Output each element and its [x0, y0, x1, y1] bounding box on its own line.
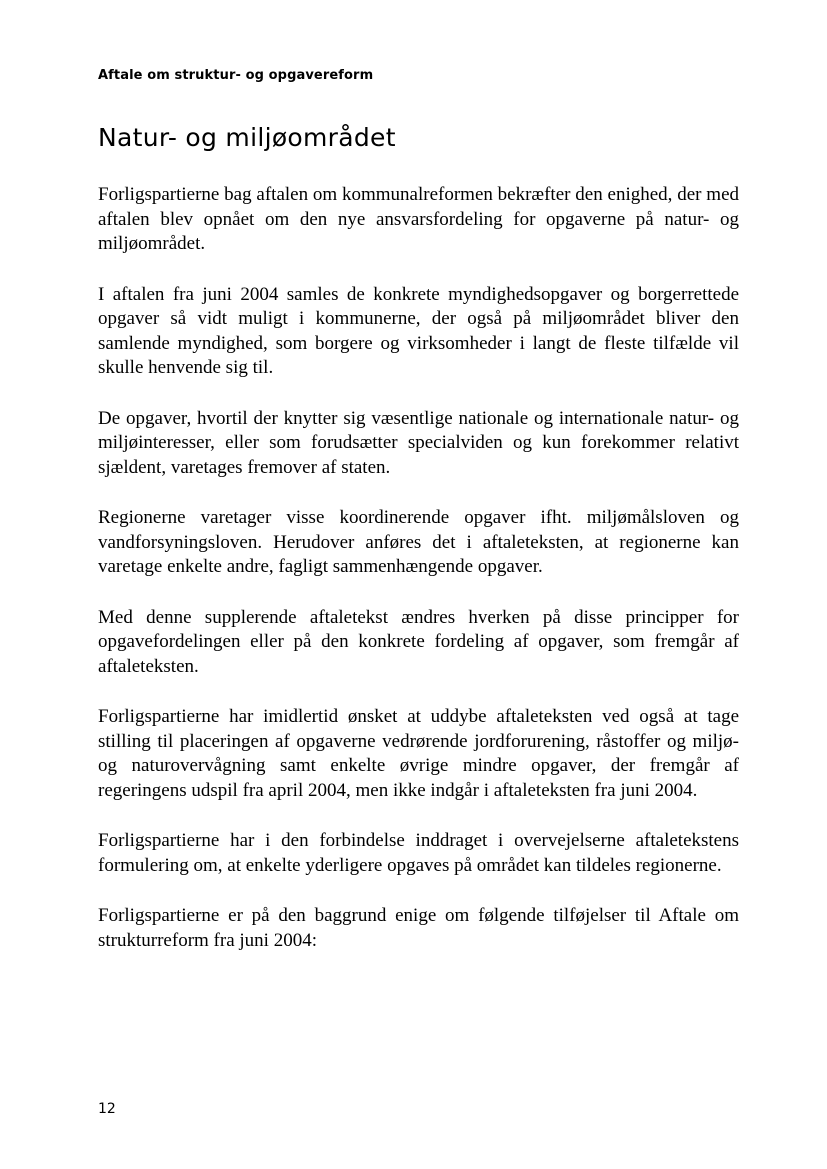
paragraph: Forligspartierne bag aftalen om kommunalreformen bekræfter den enighed, der med aftalen blev opnået om den nye ansvarsfordeling for opgaverne på natur- og miljøområdet. — [98, 184, 739, 254]
paragraph: Forligspartierne har i den forbindelse inddraget i overvejelserne aftaletekstens formulering om, at enkelte yderligere opgaves på området kan tildeles regionerne. — [98, 830, 739, 876]
paragraph: I aftalen fra juni 2004 samles de konkrete myndighedsopgaver og borgerrettede opgaver så vidt muligt i kommunerne, der også på miljøområdet bliver den samlende myndighed, som borgere og virksomheder i langt de fleste tilfælde vil skulle henvende sig til. — [98, 283, 739, 378]
paragraph: De opgaver, hvortil der knytter sig væsentlige nationale og internationale natur- og miljøinteresser, eller som forudsætter specialviden og kun forekommer relativt sjældent, varetages fremover af staten. — [98, 407, 739, 478]
paragraph: Forligspartierne har imidlertid ønsket at uddybe aftaleteksten ved også at tage stilling til placeringen af opgaverne vedrørende jordforurening, råstoffer og miljø- og naturovervågning samt enkelte øvrige mindre opgaver, der fremgår af regeringens udspil fra april 2004, men ikke indgår i aftaleteksten fra juni 2004. — [98, 706, 739, 801]
section-title: Natur- og miljøområdet — [98, 123, 396, 152]
page-number: 12 — [98, 1101, 116, 1117]
paragraph: Regionerne varetager visse koordinerende opgaver ifht. miljømålsloven og vandforsyningsloven. Herudover anføres det i aftaleteksten, at regionerne kan varetage enkelte andre, fagligt sammenhængende opgaver. — [98, 507, 739, 577]
paragraph: Med denne supplerende aftaletekst ændres hverken på disse principper for opgavefordelingen eller på den konkrete fordeling af opgaver, som fremgår af aftaleteksten. — [98, 606, 739, 677]
running-header: Aftale om struktur- og opgavereform — [98, 68, 374, 83]
paragraph: Forligspartierne er på den baggrund enige om følgende tilføjelser til Aftale om strukturreform fra juni 2004: — [98, 905, 739, 951]
body-text — [98, 183, 739, 979]
